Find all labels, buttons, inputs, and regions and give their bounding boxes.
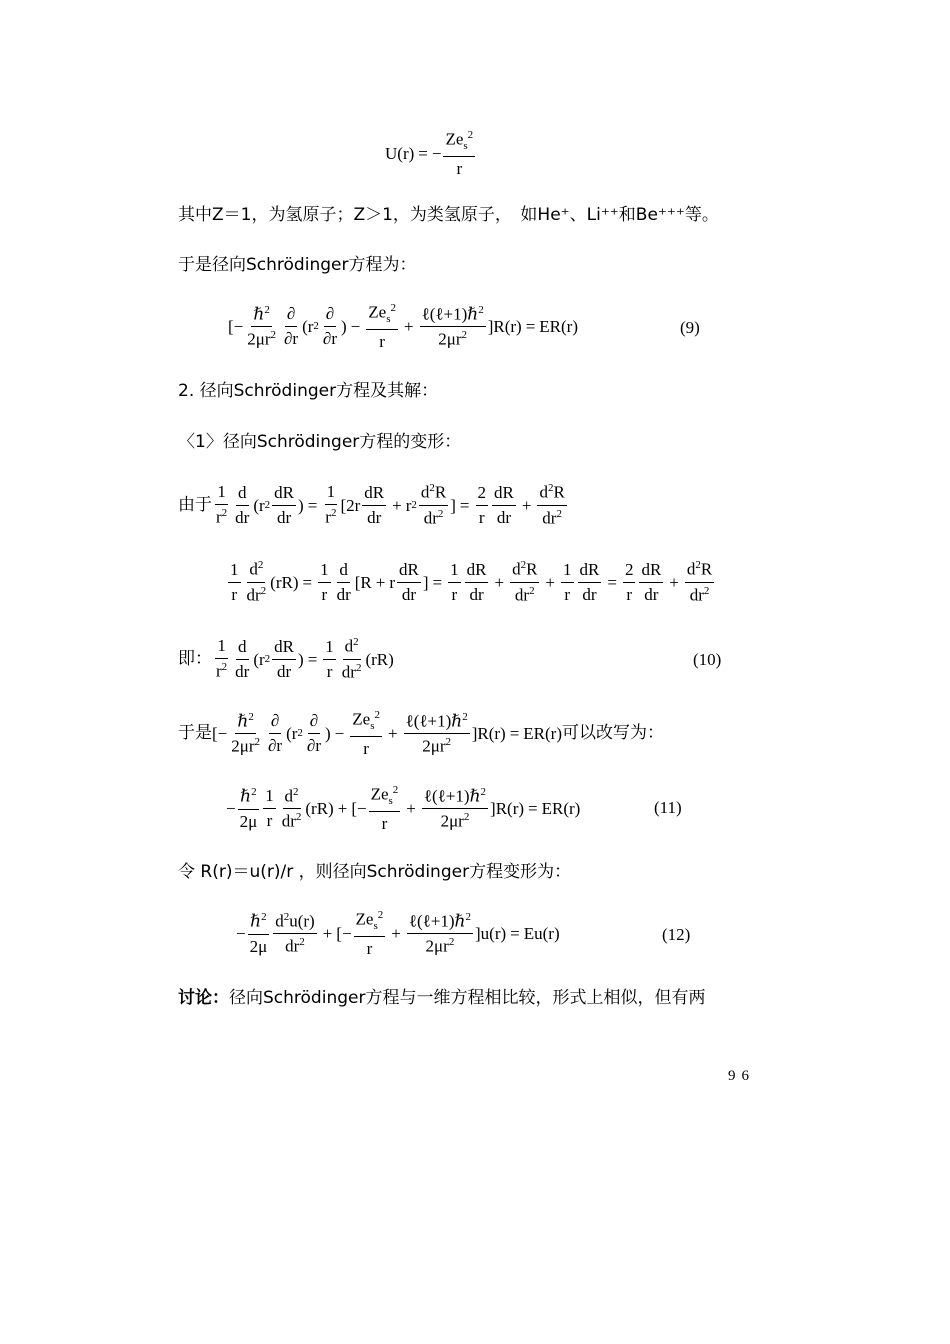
discussion-label: 讨论： bbox=[178, 988, 229, 1008]
equation-potential: U(r) = − $\frac{Ze_s^2}{r}$ bbox=[385, 129, 474, 178]
equation-11: − $\frac{\hbar^2}{2\mu}$ $\frac{1}{r}$ $\frac{d^2}{dr^2}$ (rR) + [− $\frac{Ze_s^2}{r}$ + $\frac{\ell(\ell+1)\hbar^2}{2\mu r^2}$ ]R(r) = ER(r) bbox=[226, 784, 581, 833]
subsection-1-heading: 〈1〉径向Schrödinger方程的变形： bbox=[178, 432, 462, 452]
section-2-heading: 2. 径向Schrödinger方程及其解： bbox=[178, 381, 439, 401]
due-to-label: 由于 bbox=[178, 494, 212, 515]
can-rewrite-label: 可以改写为： bbox=[562, 723, 665, 744]
equation-number-10: (10) bbox=[693, 650, 722, 669]
equation-12: − $\frac{\hbar^2}{2\mu}$ $\frac{d^2u(r)}{dr^2}$ + [− $\frac{Ze_s^2}{r}$ + $\frac{\ell(\ell+1)\hbar^2}{2\mu r^2}$ ]u(r) = Eu(r) bbox=[236, 909, 560, 958]
yushi-label: 于是 bbox=[178, 723, 212, 744]
namely-label: 即： bbox=[178, 648, 212, 669]
equation-10: 即： $\frac{1}{r^2}$ $\frac{d}{dr}$ (r 2 $\frac{dR}{dr}$ ) = $\frac{1}{r}$ $\frac{d^2}{dr^2}$ (rR) bbox=[178, 636, 394, 682]
radial-equation-restated: 于是 [− $\frac{\hbar^2}{2\mu r^2}$ $\frac{\partial}{\partial r}$ (r 2 $\frac{\partial}{\partial r}$ ) − $\frac{Ze_s^2}{r}$ + $\frac{\ell(\ell+1)\hbar^2}{2\mu r^2}$ ]R(r) = ER(r) 可以改写为： bbox=[178, 709, 665, 758]
equation-9: [− $\frac{\hbar^2}{2\mu r^2}$ $\frac{\partial}{\partial r}$ (r 2 $\frac{\partial}{\partial r}$ ) − $\frac{Ze_s^2}{r}$ + $\frac{\ell(\ell+1)\hbar^2}{2\mu r^2}$ ]R(r) = ER(r) bbox=[228, 302, 579, 351]
equation-number-9: (9) bbox=[680, 318, 700, 337]
equation-number-11: (11) bbox=[654, 798, 682, 817]
hydrogen-line: 其中Z＝1，为氢原子；Z＞1，为类氢原子， 如He⁺、Li⁺⁺和Be⁺⁺⁺等。 bbox=[178, 205, 719, 225]
discussion-line bbox=[178, 989, 705, 1007]
page-number: 96 bbox=[728, 1068, 755, 1084]
derivation-line-2: $\frac{1}{r}$ $\frac{d^2}{dr^2}$ (rR) = $\frac{1}{r}$ $\frac{d}{dr}$ [R + r $\frac{dR}{dr}$ ] = $\frac{1}{r}$ $\frac{dR}{dr}$ + $\frac{d^2R}{dr^2}$ + $\frac{1}{r}$ $\frac{dR}{dr}$ = $\frac{2}{r}$ $\frac{dR}{dr}$ + $\frac{d^2R}{dr^2}$ bbox=[230, 559, 713, 605]
let-R-line: 令 R(r)＝u(r)/r ，则径向Schrödinger方程变形为： bbox=[178, 862, 572, 882]
schrodinger-intro: 于是径向Schrödinger方程为： bbox=[178, 255, 417, 275]
discussion-text: 径向Schrödinger方程与一维方程相比较，形式上相似，但有两 bbox=[229, 988, 706, 1008]
derivation-line-1: 由于 $\frac{1}{r^2}$ $\frac{d}{dr}$ (r 2 $\frac{dR}{dr}$ ) = $\frac{1}{r^2}$ [2r $\frac{dR}{dr}$ + r 2 $\frac{d^2R}{dr^2}$ ] = $\frac{2}{r}$ $\frac{dR}{dr}$ + $\frac{d^2R}{dr^2}$ bbox=[178, 482, 565, 528]
equation-number-12: (12) bbox=[662, 925, 691, 944]
